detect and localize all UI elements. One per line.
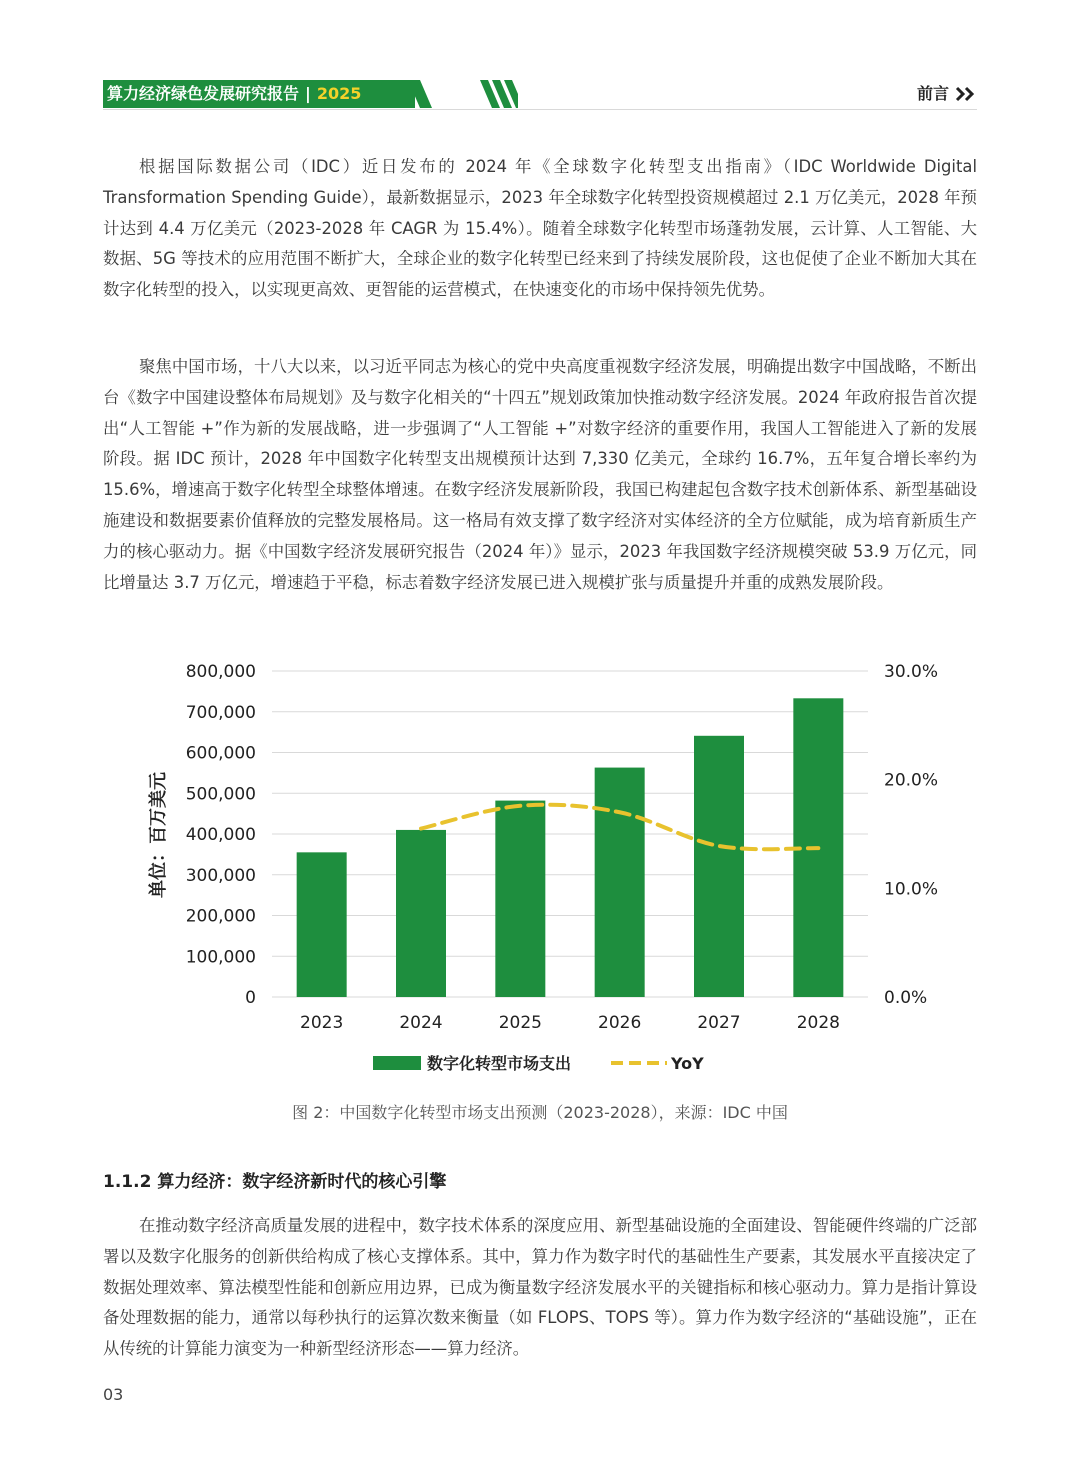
bar-2025 xyxy=(495,801,545,997)
y2-tick-label: 20.0% xyxy=(884,770,939,791)
y-tick-label: 400,000 xyxy=(185,825,256,845)
decorative-stripes xyxy=(408,80,518,108)
page-header xyxy=(103,78,977,110)
y-tick-label: 0 xyxy=(245,988,256,1008)
legend-bar-label: 数字化转型市场支出 xyxy=(427,1054,572,1073)
y-tick-label: 100,000 xyxy=(185,947,256,968)
title-separator: | xyxy=(305,84,311,103)
intro-paragraph-global: 根据国际数据公司（IDC）近日发布的 2024 年《全球数字化转型支出指南》（IDC Worldwide Digital Transformation Spending Guide），最新数据显示，2023 年全球数字化转型投资规模超过 2.1 万亿美元，2028 年预计达到 4.4 万亿美元（2023-2028 年 CAGR 为 15.4%）。随着全球数字化转型市场蓬勃发展，云计算、人工智能、大数据、5G 等技术的应用范围不断扩大，全球企业的数字化转型已经来到了持续发展阶段，这也促使了企业不断加大其在数字化转型的投入，以实现更高效、更智能的运营模式，在快速变化的市场中保持领先优势。 xyxy=(103,157,977,300)
y2-tick-label: 30.0% xyxy=(884,662,939,682)
section-label: 前言 xyxy=(916,84,949,103)
x-tick-label: 2026 xyxy=(598,1013,642,1033)
double-chevron-right-icon xyxy=(955,86,977,102)
x-tick-label: 2023 xyxy=(300,1013,344,1033)
section-paragraph: 在推动数字经济高质量发展的进程中，数字技术体系的深度应用、新型基础设施的全面建设、智能硬件终端的广泛部署以及数字化服务的创新供给构成了核心支撑体系。其中，算力作为数字时代的基础性生产要素，其发展水平直接决定了数据处理效率、算法模型性能和创新应用边界，已成为衡量数字经济发展水平的关键指标和核心驱动力。算力是指计算设备处理数据的能力，通常以每秒执行的运算次数来衡量（如 FLOPS、TOPS 等）。算力作为数字经济的“基础设施”，正在从传统的计算能力演变为一种新型经济形态——算力经济。 xyxy=(103,1216,977,1359)
y2-tick-label: 10.0% xyxy=(884,879,939,900)
x-tick-label: 2027 xyxy=(697,1013,741,1033)
bar-2027 xyxy=(694,736,744,997)
report-title: 算力经济绿色发展研究报告 xyxy=(107,84,300,103)
y-tick-label: 300,000 xyxy=(185,865,256,886)
report-year: 2025 xyxy=(316,84,362,103)
chart-legend xyxy=(373,1054,704,1073)
y2-tick-label: 0.0% xyxy=(884,988,928,1008)
report-title-band xyxy=(103,80,415,108)
spending-forecast-chart xyxy=(130,650,960,1090)
header-divider xyxy=(103,109,977,110)
bar-2023 xyxy=(297,852,347,997)
y-tick-label: 700,000 xyxy=(185,702,256,723)
intro-paragraph-china: 聚焦中国市场，十八大以来，以习近平同志为核心的党中央高度重视数字经济发展，明确提出数字中国战略，不断出台《数字中国建设整体布局规划》及与数字化相关的“十四五”规划政策加快推动数字经济发展。2024 年政府报告首次提出“人工智能 +”作为新的发展战略，进一步强调了“人工智能 +”对数字经济的重要作用，我国人工智能进入了新的发展阶段。据 IDC 预计，2028 年中国数字化转型支出规模预计达到 7,330 亿美元，全球约 16.7%，五年复合增长率约为 15.6%，增速高于数字化转型全球整体增速。在数字经济发展新阶段，我国已构建起包含数字技术创新体系、新型基础设施建设和数据要素价值释放的完整发展格局。这一格局有效支撑了数字经济对实体经济的全方位赋能，成为培育新质生产力的核心驱动力。据《中国数字经济发展研究报告（2024 年）》显示，2023 年我国数字经济规模突破 53.9 万亿元，同比增量达 3.7 万亿元，增速趋于平稳，标志着数字经济发展已进入规模扩张与质量提升并重的成熟发展阶段。 xyxy=(103,357,977,592)
x-tick-label: 2025 xyxy=(498,1013,542,1033)
section-heading: 1.1.2 算力经济：数字经济新时代的核心引擎 xyxy=(103,1172,447,1192)
y-tick-label: 500,000 xyxy=(185,784,256,805)
y-tick-label: 800,000 xyxy=(185,662,256,682)
section-nav[interactable] xyxy=(917,80,977,108)
page-number: 03 xyxy=(103,1385,124,1404)
legend-bar-swatch xyxy=(373,1056,421,1070)
x-tick-label: 2028 xyxy=(796,1013,840,1033)
y-axis-label: 单位：百万美元 xyxy=(148,772,169,898)
y-tick-label: 600,000 xyxy=(185,743,256,764)
x-tick-label: 2024 xyxy=(399,1013,443,1033)
y-tick-label: 200,000 xyxy=(185,906,256,927)
legend-yoy-label: YoY xyxy=(671,1054,704,1073)
bar-2024 xyxy=(396,830,446,997)
figure-caption: 图 2：中国数字化转型市场支出预测（2023-2028），来源：IDC 中国 xyxy=(292,1103,788,1122)
bar-2026 xyxy=(595,768,645,997)
